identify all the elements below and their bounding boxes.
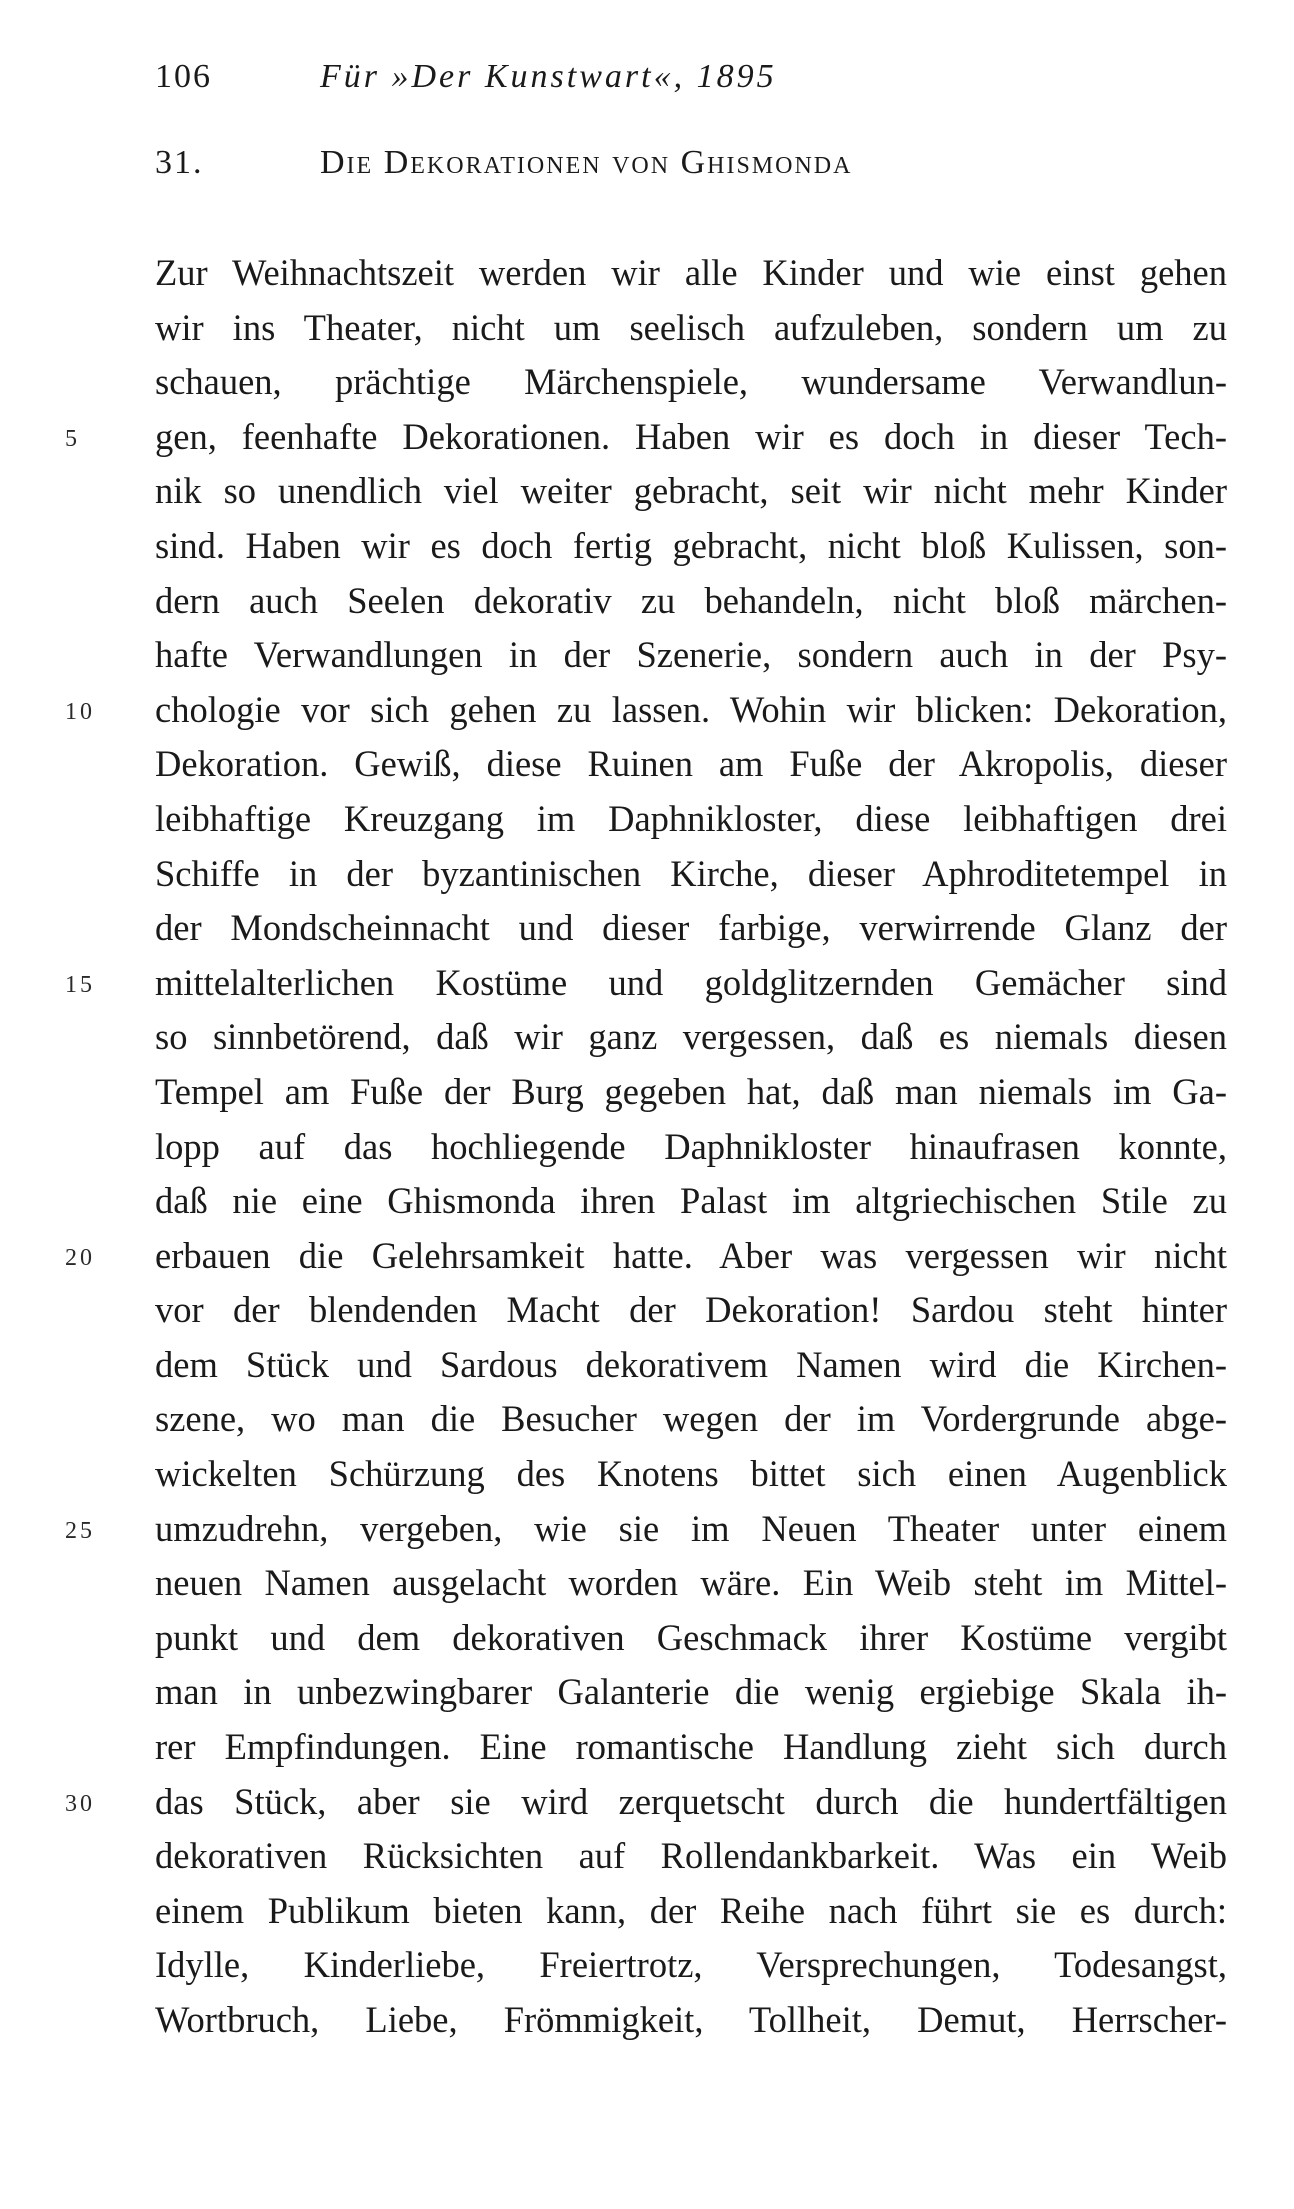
line-number: 5 (65, 425, 80, 452)
line-text: schauen, prächtige Märchenspiele, wundersame Verwandlun- (155, 361, 1227, 403)
line-text: hafte Verwandlungen in der Szenerie, sondern auch in der Psy- (155, 634, 1227, 676)
running-title: Für »Der Kunstwart«, 1895 (320, 58, 777, 95)
line-text: gen, feenhafte Dekorationen. Haben wir es doch in dieser Tech- (155, 415, 1227, 457)
line-text: dekorativen Rücksichten auf Rollendankbarkeit. Was ein Weib (155, 1835, 1227, 1877)
text-line (65, 1229, 1227, 1284)
text-line (155, 1884, 1227, 1939)
line-text: nik so unendlich viel weiter gebracht, seit wir nicht mehr Kinder (155, 470, 1227, 512)
text-line (155, 737, 1227, 792)
text-line (155, 1447, 1227, 1502)
text-line (65, 410, 1227, 465)
text-line (155, 792, 1227, 847)
text-line (155, 1283, 1227, 1338)
text-line (155, 1665, 1227, 1720)
page-number: 106 (155, 58, 212, 95)
line-text: dern auch Seelen dekorativ zu behandeln, nicht bloß märchen- (155, 579, 1227, 621)
line-text: leibhaftige Kreuzgang im Daphnikloster, diese leibhaftigen drei (155, 797, 1227, 839)
text-line (65, 683, 1227, 738)
line-text: mittelalterlichen Kostüme und goldglitzernden Gemächer sind (155, 961, 1227, 1003)
text-line (155, 1938, 1227, 1993)
line-text: Dekoration. Gewiß, diese Ruinen am Fuße der Akropolis, dieser (155, 743, 1227, 785)
text-line (155, 1065, 1227, 1120)
line-text: szene, wo man die Besucher wegen der im Vordergrunde abge- (155, 1398, 1227, 1440)
text-line (155, 1556, 1227, 1611)
line-text: rer Empfindungen. Eine romantische Handlung zieht sich durch (155, 1726, 1227, 1768)
text-line (155, 519, 1227, 574)
text-line (155, 1392, 1227, 1447)
line-text: Zur Weihnachtszeit werden wir alle Kinder und wie einst gehen (155, 252, 1227, 293)
text-line (65, 1775, 1227, 1830)
text-line (155, 847, 1227, 902)
text-line (155, 301, 1227, 356)
line-text: das Stück, aber sie wird zerquetscht durch die hundertfältigen (155, 1780, 1227, 1822)
text-line (155, 628, 1227, 683)
text-line (65, 1502, 1227, 1557)
text-line (155, 1010, 1227, 1065)
line-text: einem Publikum bieten kann, der Reihe nach führt sie es durch: (155, 1889, 1227, 1931)
text-line (155, 1611, 1227, 1666)
line-text: chologie vor sich gehen zu lassen. Wohin wir blicken: Dekoration, (155, 688, 1227, 730)
section-heading (155, 144, 852, 182)
line-number: 15 (65, 971, 95, 998)
line-text: Idylle, Kinderliebe, Freiertrotz, Versprechungen, Todesangst, (155, 1944, 1227, 1986)
line-text: man in unbezwingbarer Galanterie die wenig ergiebige Skala ih- (155, 1671, 1227, 1713)
line-text: erbauen die Gelehrsamkeit hatte. Aber was vergessen wir nicht (155, 1234, 1227, 1276)
text-line (155, 1174, 1227, 1229)
section-title: Die Dekorationen von Ghismonda (320, 144, 853, 181)
running-head (155, 58, 777, 96)
line-text: wir ins Theater, nicht um seelisch aufzuleben, sondern um zu (155, 306, 1227, 348)
line-text: neuen Namen ausgelacht worden wäre. Ein Weib steht im Mittel- (155, 1562, 1227, 1604)
text-line (155, 1338, 1227, 1393)
section-number: 31. (155, 144, 204, 181)
body-text (65, 246, 1227, 2048)
line-number: 20 (65, 1244, 95, 1271)
line-text: so sinnbetörend, daß wir ganz vergessen, daß es niemals diesen (155, 1016, 1227, 1058)
text-line (155, 1720, 1227, 1775)
line-number: 25 (65, 1517, 95, 1544)
line-text: dem Stück und Sardous dekorativem Namen wird die Kirchen- (155, 1343, 1227, 1385)
line-text: umzudrehn, vergeben, wie sie im Neuen Theater unter einem (155, 1507, 1227, 1549)
line-text: daß nie eine Ghismonda ihren Palast im altgriechischen Stile zu (155, 1180, 1227, 1222)
text-line (155, 1829, 1227, 1884)
text-line (155, 901, 1227, 956)
line-text: punkt und dem dekorativen Geschmack ihrer Kostüme vergibt (155, 1616, 1227, 1658)
text-line (155, 1120, 1227, 1175)
line-text: Wortbruch, Liebe, Frömmigkeit, Tollheit, Demut, Herrscher- (155, 1999, 1227, 2040)
text-line (155, 1993, 1227, 2048)
text-line (155, 464, 1227, 519)
line-text: wickelten Schürzung des Knotens bittet sich einen Augenblick (155, 1453, 1227, 1495)
line-text: Tempel am Fuße der Burg gegeben hat, daß man niemals im Ga- (155, 1070, 1227, 1112)
line-text: der Mondscheinnacht und dieser farbige, verwirrende Glanz der (155, 907, 1227, 949)
line-text: sind. Haben wir es doch fertig gebracht, nicht bloß Kulissen, son- (155, 524, 1227, 566)
text-line (65, 956, 1227, 1011)
line-number: 10 (65, 698, 95, 725)
line-text: Schiffe in der byzantinischen Kirche, dieser Aphroditetempel in (155, 852, 1227, 894)
line-text: lopp auf das hochliegende Daphnikloster hinaufrasen konnte, (155, 1125, 1227, 1167)
text-line (155, 574, 1227, 629)
text-line (155, 355, 1227, 410)
line-text: vor der blendenden Macht der Dekoration! Sardou steht hinter (155, 1289, 1227, 1331)
text-line (155, 246, 1227, 301)
line-number: 30 (65, 1790, 95, 1817)
